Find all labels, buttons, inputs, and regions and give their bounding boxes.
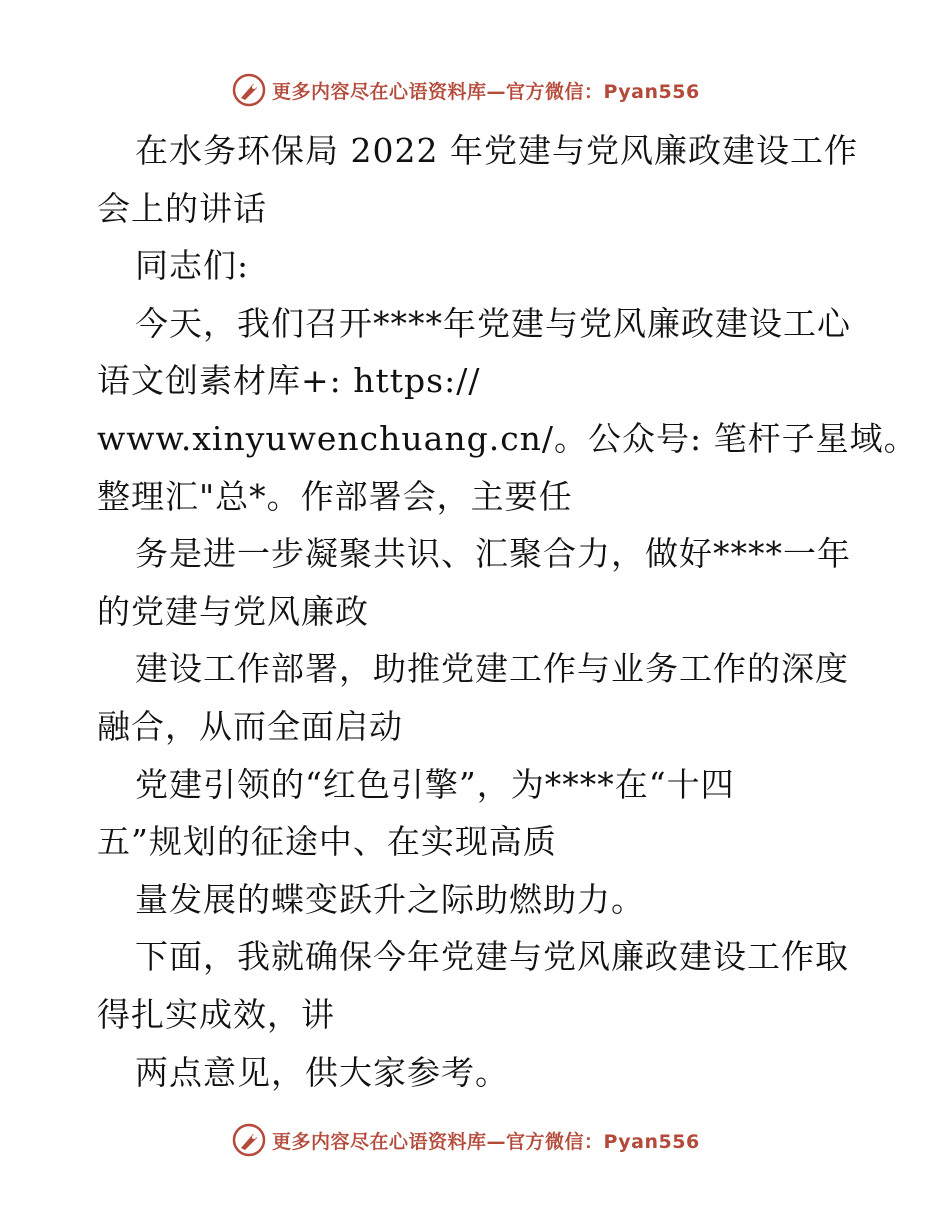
paragraph-line: 量发展的蝶变跃升之际助燃助力。 <box>135 879 645 919</box>
pen-nib-logo-icon <box>232 73 266 107</box>
title-line-1: 在水务环保局 2022 年党建与党风廉政建设工作 <box>135 131 858 170</box>
paragraph-line: 务是进一步凝聚共识、汇聚合力，做好****一年 <box>135 534 851 574</box>
paragraph-line: 两点意见，供大家参考。 <box>135 1052 509 1092</box>
title-line-2: 会上的讲话 <box>97 188 267 228</box>
paragraph-line: 的党建与党风廉政 <box>97 591 369 631</box>
header-banner-text: 更多内容尽在心语资料库—官方微信：Pyan556 <box>272 80 700 103</box>
footer-banner <box>232 1122 700 1158</box>
paragraph-line: 下面，我就确保今年党建与党风廉政建设工作取 <box>135 937 849 977</box>
paragraph-line: 整理汇"总*。作部署会，主要任 <box>97 476 573 516</box>
paragraph-line: www.xinyuwenchuang.cn/。公众号: 笔杆子星域。 <box>97 418 918 458</box>
paragraph-line: 五”规划的征途中、在实现高质 <box>97 822 557 862</box>
salutation: 同志们: <box>135 246 250 286</box>
paragraph-line: 今天，我们召开****年党建与党风廉政建设工心 <box>135 303 851 343</box>
document-body <box>97 122 918 1101</box>
paragraph-line: 得扎实成效，讲 <box>97 994 335 1034</box>
pen-nib-logo-icon <box>232 1123 266 1157</box>
paragraph-line: 语文创素材库+: https:// <box>97 361 481 401</box>
paragraph-line: 融合，从而全面启动 <box>97 706 403 746</box>
paragraph-line: 建设工作部署，助推党建工作与业务工作的深度 <box>135 649 849 689</box>
footer-banner-text: 更多内容尽在心语资料库—官方微信：Pyan556 <box>272 1130 700 1153</box>
header-banner <box>232 72 700 108</box>
paragraph-line: 党建引领的“红色引擎”，为****在“十四 <box>135 764 735 804</box>
